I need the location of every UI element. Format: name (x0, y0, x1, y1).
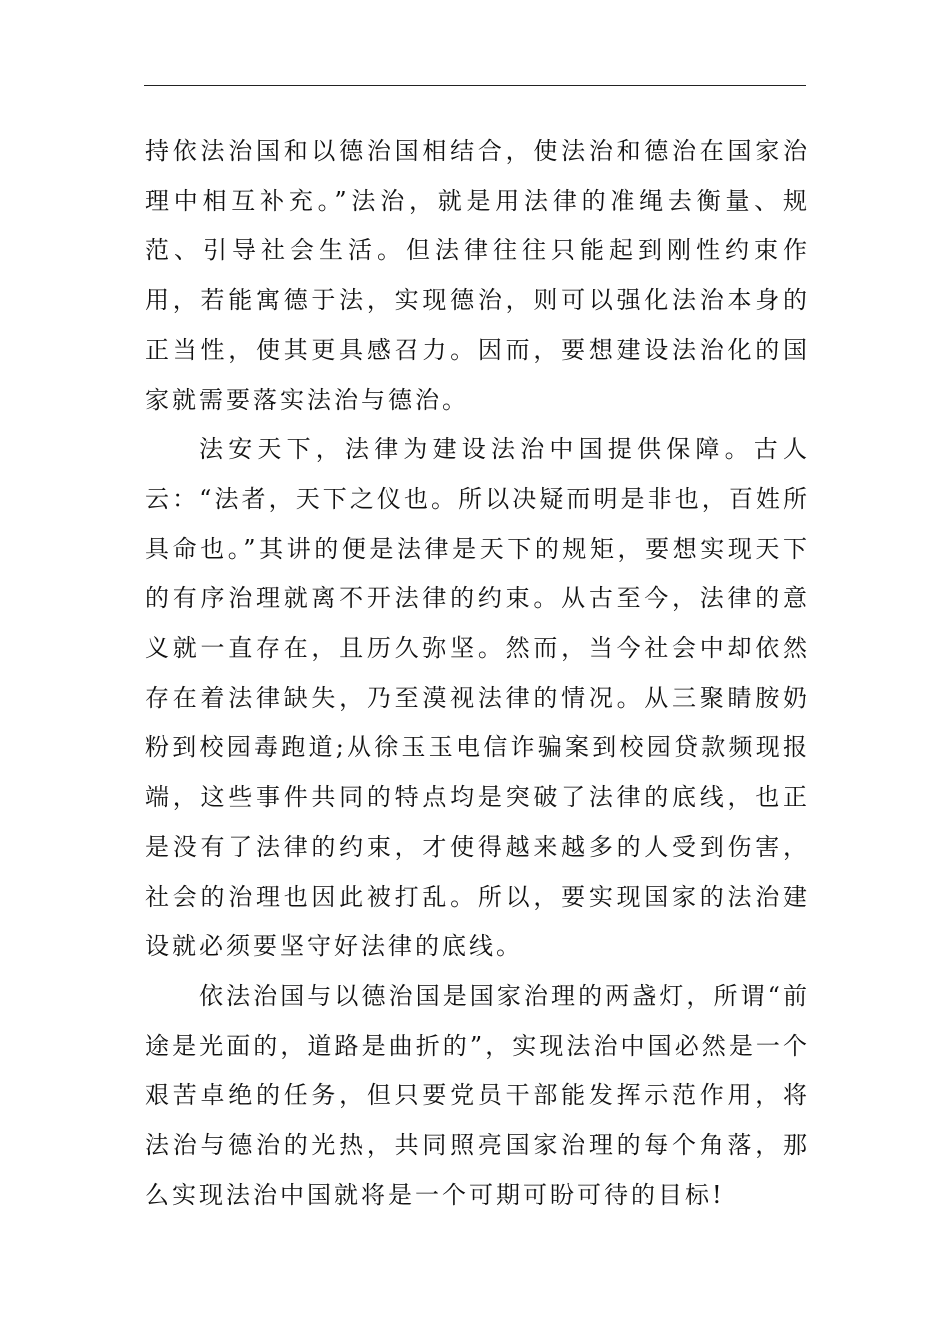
paragraph-1: 持依法治国和以德治国相结合，使法治和德治在国家治理中相互补充。”法治，就是用法律的准绳去衡量、规范、引导社会生活。但法律往往只能起到刚性约束作用，若能寓德于法，实现德治，则可以强化法治本身的正当性，使其更具感召力。因而，要想建设法治化的国家就需要落实法治与德治。 (145, 137, 810, 414)
document-body (145, 127, 810, 1220)
paragraph-3: 依法治国与以德治国是国家治理的两盏灯，所谓“前途是光面的，道路是曲折的”，实现法治中国必然是一个艰苦卓绝的任务，但只要党员干部能发挥示范作用，将法治与德治的光热，共同照亮国家治理的每个角落，那么实现法治中国就将是一个可期可盼可待的目标! (145, 981, 810, 1209)
paragraph-2: 法安天下，法律为建设法治中国提供保障。古人云：“法者，天下之仪也。所以决疑而明是非也，百姓所具命也。”其讲的便是法律是天下的规矩，要想实现天下的有序治理就离不开法律的约束。从古至今，法律的意义就一直存在，且历久弥坚。然而，当今社会中却依然存在着法律缺失，乃至漠视法律的情况。从三聚睛胺奶粉到校园毒跑道;从徐玉玉电信诈骗案到校园贷款频现报端，这些事件共同的特点均是突破了法律的底线，也正是没有了法律的约束，才使得越来越多的人受到伤害，社会的治理也因此被打乱。所以，要实现国家的法治建设就必须要坚守好法律的底线。 (145, 435, 810, 961)
header-rule (144, 85, 806, 86)
